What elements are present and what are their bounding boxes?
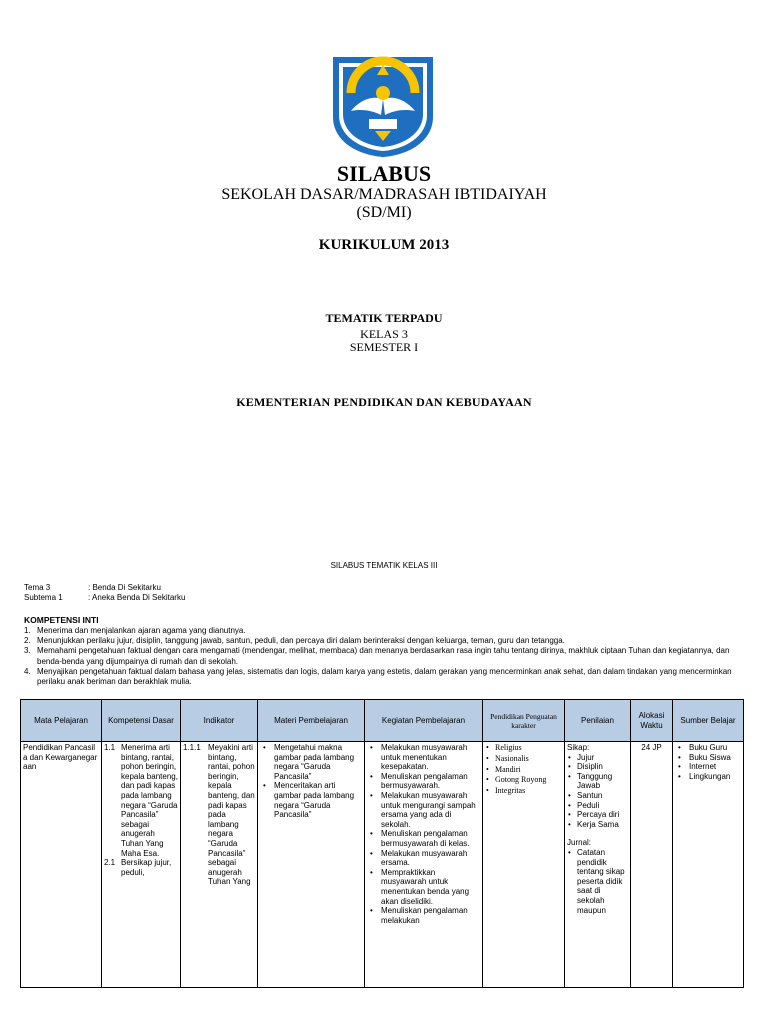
- theme-info: [24, 583, 185, 603]
- sumber-list: [675, 743, 741, 781]
- jurnal-list: [567, 848, 628, 915]
- list-item: • Buku Guru: [675, 743, 741, 753]
- cell-materi: [258, 742, 365, 988]
- subtema-label: Subtema 1: [24, 593, 63, 602]
- cell-sumber: [673, 742, 744, 988]
- sikap-label: Sikap:: [567, 743, 590, 752]
- col-materi: Materi Pembelajaran: [258, 700, 365, 742]
- col-karakter: Pendidikan Penguatan karakter: [483, 700, 565, 742]
- materi-list: [260, 743, 362, 820]
- sikap-list: [567, 753, 628, 830]
- cell-karakter: [483, 742, 565, 988]
- semester-label: SEMESTER I: [349, 340, 419, 354]
- school-level: SEKOLAH DASAR/MADRASAH IBTIDAIYAH: [221, 186, 547, 203]
- list-item: • Santun: [567, 791, 628, 801]
- syllabus-table: [20, 699, 744, 988]
- indikator-item: 1.1.1 Meyakini arti bintang, rantai, pohon beringin, kepala banteng, dan padi kapas pada lambang negara “Garuda Pancasila” sebagai anugerah Tuhan Yang: [183, 743, 255, 887]
- list-item: • Lingkungan: [675, 772, 741, 782]
- list-item: • Catatan pendidik tentang sikap peserta didik saat di sekolah maupun: [567, 848, 628, 915]
- list-item: • Religius: [485, 743, 562, 754]
- class-label: KELAS 3: [360, 327, 408, 341]
- cell-indikator: [181, 742, 258, 988]
- tut-wuri-handayani-logo: [331, 55, 435, 159]
- col-indikator: Indikator: [181, 700, 258, 742]
- cell-mapel: Pendidikan Pancasila dan Kewarganegaraan: [21, 742, 102, 988]
- ministry-title: KEMENTERIAN PENDIDIKAN DAN KEBUDAYAAN: [236, 395, 532, 409]
- kegiatan-list: [367, 743, 480, 925]
- cell-kegiatan: [365, 742, 483, 988]
- col-kegiatan: Kegiatan Pembelajaran: [365, 700, 483, 742]
- school-level-abbr: (SD/MI): [356, 204, 412, 221]
- table-row: [21, 742, 744, 988]
- jurnal-label: Jurnal:: [567, 838, 592, 848]
- kd-item: 2.1 Bersikap jujur, peduli,: [104, 858, 172, 877]
- list-item: • Disiplin: [567, 762, 628, 772]
- ki-item: 2. Menunjukkan perilaku jujur, disiplin, tanggung jawab, santun, peduli, dan percaya diri dalam berinteraksi dengan keluarga, teman, guru dan tetangga.: [24, 636, 565, 646]
- cell-alokasi: 24 JP: [631, 742, 673, 988]
- tema-value: : Benda Di Sekitarku: [88, 583, 161, 592]
- karakter-list: [485, 743, 562, 797]
- list-item: • Percaya diri: [567, 810, 628, 820]
- tematik-title: TEMATIK TERPADU: [325, 311, 443, 325]
- list-item: • Peduli: [567, 801, 628, 811]
- curriculum-title: KURIKULUM 2013: [318, 237, 450, 253]
- list-item: • Buku Siswa: [675, 753, 741, 763]
- section-title: SILABUS TEMATIK KELAS III: [330, 561, 438, 570]
- col-alokasi: Alokasi Waktu: [631, 700, 673, 742]
- kompetensi-inti-list: [24, 626, 746, 687]
- list-item: • Jujur: [567, 753, 628, 763]
- list-item: • Mengetahui makna gambar pada lambang negara “Garuda Pancasila”: [260, 743, 362, 781]
- kd-item: 1.1 Menerima arti bintang, rantai, pohon beringin, kepala banteng, dan padi kapas pada lambang negara “Garuda Pancasila” sebagai anugerah Tuhan Yang Maha Esa.: [104, 743, 178, 858]
- list-item: • Melakukan musyawarah untuk mengurangi sampah ersama yang ada di sekolah.: [367, 791, 480, 829]
- col-penilaian: Penilaian: [565, 700, 631, 742]
- col-mapel: Mata Pelajaran: [21, 700, 102, 742]
- list-item: • Internet: [675, 762, 741, 772]
- list-item: • Integritas: [485, 786, 562, 797]
- table-header-row: [21, 700, 744, 742]
- col-sumber: Sumber Belajar: [673, 700, 744, 742]
- cell-penilaian: [565, 742, 631, 988]
- list-item: • Mandiri: [485, 765, 562, 776]
- list-item: • Nasionalis: [485, 754, 562, 765]
- tema-label: Tema 3: [24, 583, 51, 592]
- kompetensi-inti-heading: KOMPETENSI INTI: [24, 615, 99, 625]
- list-item: • Melakukan musyawarah ersama.: [367, 849, 480, 868]
- list-item: • Melakukan musyawarah untuk menentukan kesepakatan.: [367, 743, 480, 772]
- list-item: • Menuliskan pengalaman melakukan: [367, 906, 480, 925]
- list-item: • Menceritakan arti gambar pada lambang negara “Garuda Pancasila”: [260, 781, 362, 819]
- list-item: • Kerja Sama: [567, 820, 628, 830]
- cell-kd: [102, 742, 181, 988]
- list-item: • Mempraktikkan musyawarah untuk menentukan benda yang akan diselidiki.: [367, 868, 480, 906]
- ki-item: 1. Menerima dan menjalankan ajaran agama yang dianutnya.: [24, 626, 246, 635]
- ki-item: 3. Memahami pengetahuan faktual dengan cara mengamati (mendengar, melihat, membaca) dan menanya berdasarkan rasa ingin tahu tentang dirinya, makhluk ciptaan Tuhan dan kegiatannya, dan benda-benda yang dijumpainya di rumah dan di sekolah.: [24, 646, 730, 666]
- document-title: SILABUS: [336, 161, 432, 186]
- list-item: • Tanggung Jawab: [567, 772, 628, 791]
- list-item: • Menuliskan pengalaman bermusyawarah di kelas.: [367, 829, 480, 848]
- ki-item: 4. Menyajikan pengetahuan faktual dalam bahasa yang jelas, sistematis dan logis, dalam karya yang estetis, dalam gerakan yang mencerminkan anak sehat, dan dalam tindakan yang mencerminkan perilaku anak beriman dan berakhlak mulia.: [24, 666, 732, 687]
- subtema-value: : Aneka Benda Di Sekitarku: [88, 593, 186, 602]
- list-item: • Gotong Royong: [485, 775, 562, 786]
- list-item: • Menuliskan pengalaman bermusyawarah.: [367, 772, 480, 791]
- col-kd: Kompetensi Dasar: [102, 700, 181, 742]
